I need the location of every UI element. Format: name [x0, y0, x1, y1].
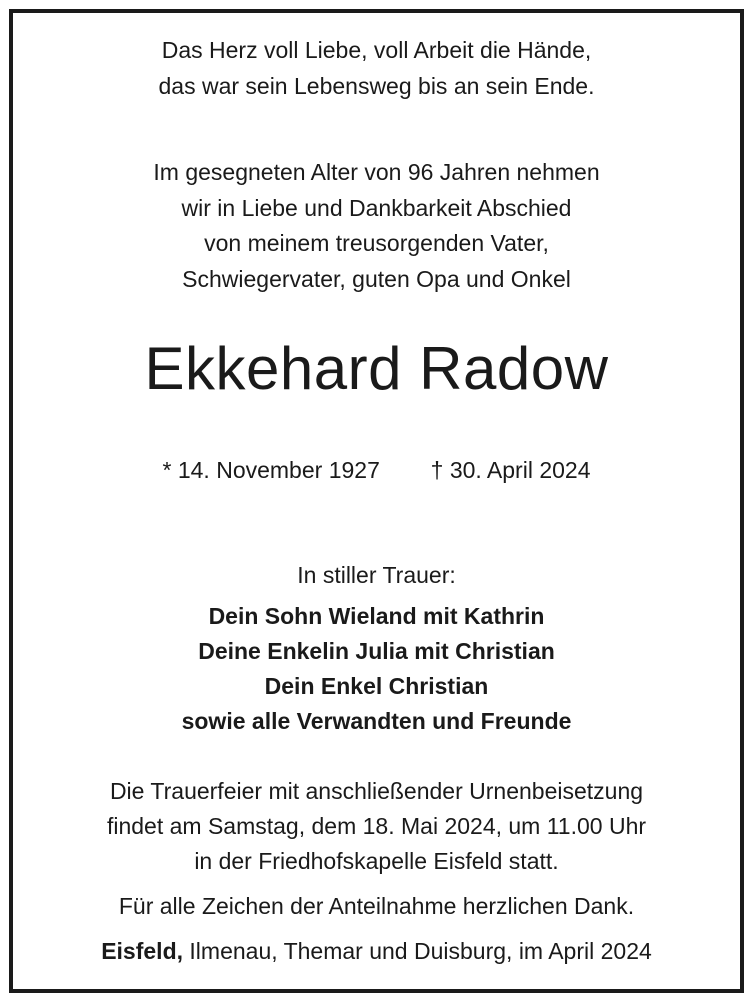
ceremony-line-2: findet am Samstag, dem 18. Mai 2024, um 11.00 Uhr — [106, 813, 647, 839]
death-symbol: † — [430, 457, 444, 483]
mourner-line: Dein Sohn Wieland mit Kathrin — [208, 603, 545, 629]
closing-place: Eisfeld, — [101, 938, 184, 964]
ceremony-line-1: Die Trauerfeier mit anschließender Urnenbeisetzung — [109, 778, 644, 804]
closing-rest: Ilmenau, Themar und Duisburg, im April 2024 — [183, 938, 652, 964]
thanks-line: Für alle Zeichen der Anteilnahme herzlichen Dank. — [118, 893, 635, 919]
mourners-heading: In stiller Trauer: — [297, 562, 456, 588]
intro-line-4: Schwiegervater, guten Opa und Onkel — [182, 266, 571, 292]
death-date: 30. April 2024 — [449, 457, 591, 483]
deceased-name: Ekkehard Radow — [144, 335, 609, 402]
verse-line-1: Das Herz voll Liebe, voll Arbeit die Hände, — [161, 37, 592, 63]
birth-date: 14. November 1927 — [177, 457, 380, 483]
mourner-line: sowie alle Verwandten und Freunde — [181, 708, 572, 734]
intro-line-3: von meinem treusorgenden Vater, — [204, 230, 549, 256]
verse-line-2: das war sein Lebensweg bis an sein Ende. — [158, 73, 595, 99]
intro-line-1: Im gesegneten Alter von 96 Jahren nehmen — [153, 159, 600, 185]
intro-line-2: wir in Liebe und Dankbarkeit Abschied — [181, 195, 572, 221]
mourner-line: Dein Enkel Christian — [264, 673, 489, 699]
closing-line — [13, 940, 740, 963]
life-dates — [13, 459, 740, 482]
birth-symbol: * — [162, 457, 172, 483]
obituary-notice — [13, 13, 740, 989]
mourner-line: Deine Enkelin Julia mit Christian — [198, 638, 555, 664]
ceremony-line-3: in der Friedhofskapelle Eisfeld statt. — [194, 848, 559, 874]
